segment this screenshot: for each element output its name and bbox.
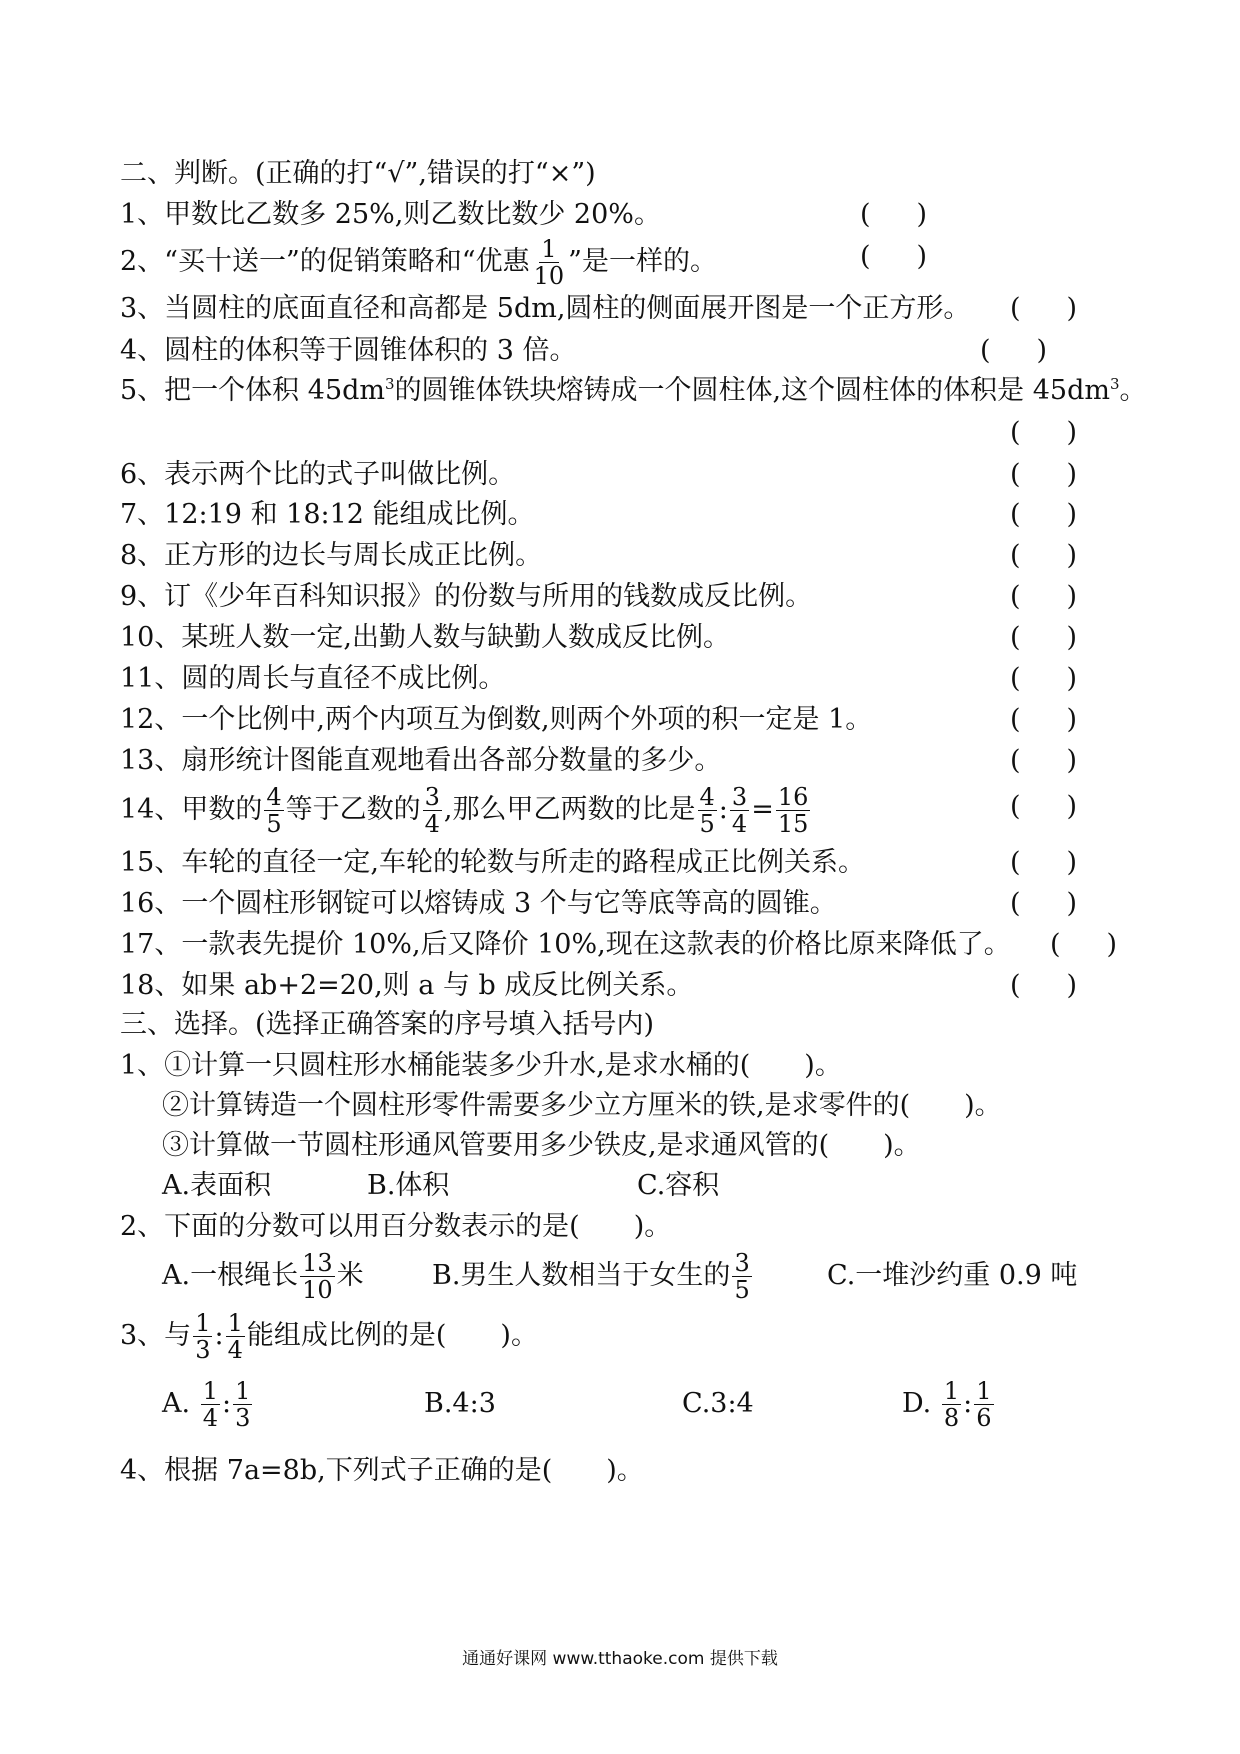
fraction: $\frac{1}{3}$	[235, 1377, 251, 1432]
answer-blank-2-8[interactable]: ( )	[1010, 540, 1078, 571]
question-2-3: 3、当圆柱的底面直径和高都是 5dm,圆柱的侧面展开图是一个正方形。	[120, 293, 971, 324]
fraction: $\frac{4}{5}$	[699, 783, 715, 838]
answer-blank-2-12[interactable]: ( )	[1010, 704, 1078, 735]
question-2-7: 7、12:19 和 18:12 能组成比例。	[120, 499, 535, 530]
answer-blank-2-9[interactable]: ( )	[1010, 581, 1078, 612]
option-a[interactable]: A.表面积	[162, 1170, 272, 1201]
option-c[interactable]: C.3:4	[682, 1388, 754, 1419]
question-2-9: 9、订《少年百科知识报》的份数与所用的钱数成反比例。	[120, 581, 813, 612]
answer-blank-2-13[interactable]: ( )	[1010, 745, 1078, 776]
question-3-3: 3、与 $\frac{1}{3}$ : $\frac{1}{4}$ 能组成比例的是( )。	[120, 1309, 538, 1364]
section-3-title: 三、选择。(选择正确答案的序号填入括号内)	[120, 1009, 655, 1040]
answer-blank-2-4[interactable]: ( )	[980, 335, 1048, 366]
fraction: $\frac{3}{5}$	[734, 1249, 750, 1304]
question-2-13: 13、扇形统计图能直观地看出各部分数量的多少。	[120, 745, 722, 776]
fraction: $\frac{1}{8}$	[943, 1377, 960, 1432]
question-2-5: 5、把一个体积 $45dm^3$的圆锥体铁块熔铸成一个圆柱体,这个圆柱体的体积是 $45dm^3$。	[120, 375, 1147, 406]
option-a[interactable]: A. $\frac{1}{4}$ : $\frac{1}{3}$	[162, 1377, 251, 1432]
answer-blank-2-6[interactable]: ( )	[1010, 459, 1078, 490]
answer-blank-2-17[interactable]: ( )	[1050, 929, 1118, 960]
question-3-2: 2、下面的分数可以用百分数表示的是( )。	[120, 1211, 672, 1242]
answer-blank-2-1[interactable]: ( )	[860, 199, 928, 230]
answer-blank-2-7[interactable]: ( )	[1010, 499, 1078, 530]
question-2-17: 17、一款表先提价 10%,后又降价 10%,现在这款表的价格比原来降低了。	[120, 929, 1011, 960]
question-3-1-3: ③计算做一节圆柱形通风管要用多少铁皮,是求通风管的( )。	[162, 1130, 921, 1161]
answer-blank-2-16[interactable]: ( )	[1010, 888, 1078, 919]
fraction: $\frac{1}{10}$	[533, 235, 565, 290]
option-c[interactable]: C.容积	[637, 1170, 720, 1201]
answer-blank-2-10[interactable]: ( )	[1010, 622, 1078, 653]
fraction: $\frac{1}{3}$	[195, 1309, 211, 1364]
question-2-11: 11、圆的周长与直径不成比例。	[120, 663, 506, 694]
option-a[interactable]: A.一根绳长 $\frac{13}{10}$ 米	[162, 1249, 364, 1304]
answer-blank-2-5[interactable]: ( )	[1010, 417, 1078, 448]
question-2-6: 6、表示两个比的式子叫做比例。	[120, 459, 516, 490]
question-2-8: 8、正方形的边长与周长成正比例。	[120, 540, 543, 571]
option-b[interactable]: B.体积	[367, 1170, 450, 1201]
answer-blank-2-3[interactable]: ( )	[1010, 293, 1078, 324]
question-3-2-options	[162, 1250, 1077, 1303]
fraction: $\frac{1}{6}$	[976, 1377, 992, 1432]
question-3-3-options	[162, 1378, 996, 1431]
answer-blank-2-2[interactable]: ( )	[860, 241, 928, 272]
fraction: $\frac{4}{5}$	[266, 783, 282, 838]
answer-blank-2-15[interactable]: ( )	[1010, 847, 1078, 878]
fraction: $\frac{1}{4}$	[227, 1309, 243, 1364]
question-3-1-2: ②计算铸造一个圆柱形零件需要多少立方厘米的铁,是求零件的( )。	[162, 1090, 1002, 1121]
question-2-18: 18、如果 ab+2=20,则 a 与 b 成反比例关系。	[120, 970, 694, 1001]
answer-blank-2-18[interactable]: ( )	[1010, 970, 1078, 1001]
question-2-15: 15、车轮的直径一定,车轮的轮数与所走的路程成正比例关系。	[120, 847, 865, 878]
question-2-12: 12、一个比例中,两个内项互为倒数,则两个外项的积一定是 1。	[120, 704, 873, 735]
question-2-2: 2、“买十送一”的促销策略和“优惠 $\frac{1}{10}$ ”是一样的。	[120, 235, 717, 290]
question-2-16: 16、一个圆柱形钢锭可以熔铸成 3 个与它等底等高的圆锥。	[120, 888, 837, 919]
question-2-4: 4、圆柱的体积等于圆锥体积的 3 倍。	[120, 335, 577, 366]
fraction: $\frac{16}{15}$	[777, 783, 809, 838]
answer-blank-2-14[interactable]: ( )	[1010, 791, 1078, 822]
question-2-1: 1、甲数比乙数多 25%,则乙数比数少 20%。	[120, 199, 661, 230]
option-c[interactable]: C.一堆沙约重 0.9 吨	[827, 1260, 1078, 1291]
question-3-4: 4、根据 7a=8b,下列式子正确的是( )。	[120, 1455, 644, 1486]
section-2-title: 二、判断。(正确的打“√”,错误的打“×”)	[120, 158, 596, 189]
option-b[interactable]: B.4:3	[424, 1388, 496, 1419]
fraction: $\frac{3}{4}$	[731, 783, 748, 838]
question-3-1-options	[162, 1169, 719, 1203]
fraction: $\frac{13}{10}$	[302, 1249, 333, 1304]
answer-blank-2-11[interactable]: ( )	[1010, 663, 1078, 694]
option-b[interactable]: B.男生人数相当于女生的 $\frac{3}{5}$	[432, 1249, 750, 1304]
question-2-10: 10、某班人数一定,出勤人数与缺勤人数成反比例。	[120, 622, 730, 653]
fraction: $\frac{1}{4}$	[202, 1377, 218, 1432]
question-2-14: 14、甲数的 $\frac{4}{5}$ 等于乙数的 $\frac{3}{4}$ ,那么甲乙两数的比是 $\frac{4}{5}$ : $\frac{3}{4}$ = $\frac{16}{15}$	[120, 783, 809, 838]
question-3-1-1: 1、①计算一只圆柱形水桶能装多少升水,是求水桶的( )。	[120, 1050, 842, 1081]
fraction: $\frac{3}{4}$	[424, 783, 440, 838]
option-d[interactable]: D. $\frac{1}{8}$ : $\frac{1}{6}$	[902, 1377, 992, 1432]
footer-credit: 通通好课网 www.tthaoke.com 提供下载	[462, 1649, 778, 1669]
